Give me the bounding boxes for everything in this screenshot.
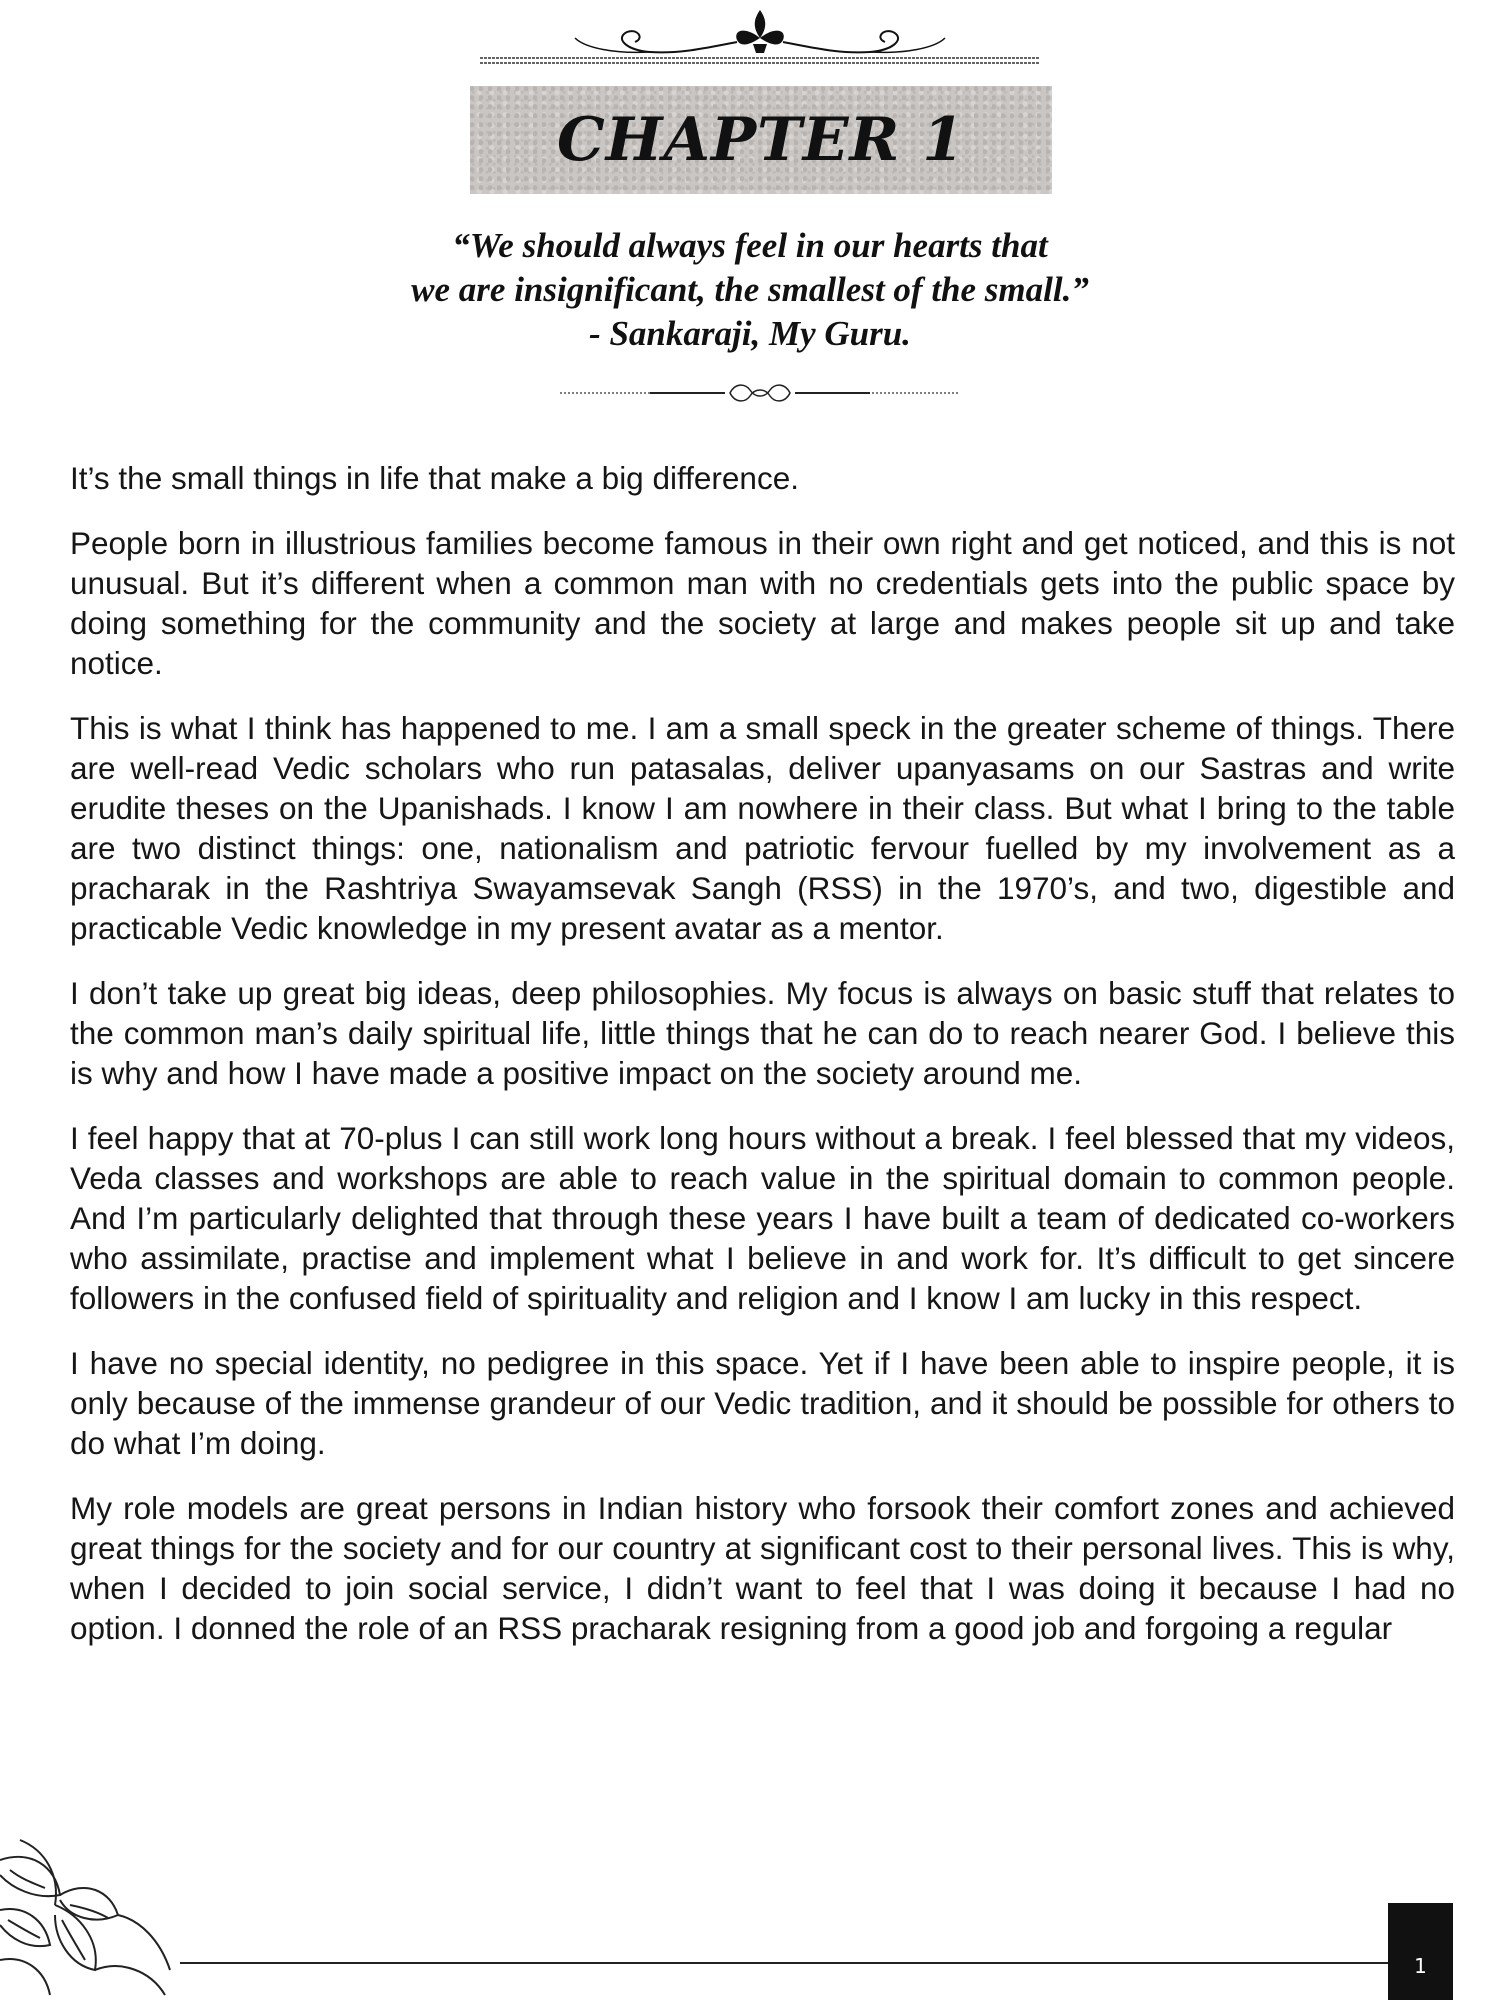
epigraph-line-2: we are insignificant, the smallest of the small.” — [411, 270, 1089, 309]
paragraph: My role models are great persons in Indian history who forsook their comfort zones and achieved great things for the society and for our country at significant cost to their personal lives. This is why, when I decided to join social service, I didn’t want to feel that I was doing it because I had no option. I donned the role of an RSS pracharak resigning from a good job and forgoing a regular — [70, 1490, 1455, 1646]
paragraph: It’s the small things in life that make a big difference. — [70, 460, 799, 496]
footer-rule — [180, 1962, 1390, 1964]
epigraph-attribution: - Sankaraji, My Guru. — [589, 314, 911, 353]
paragraph: I don’t take up great big ideas, deep philosophies. My focus is always on basic stuff that relates to the common man’s daily spiritual life, little things that he can do to reach nearer God. I believe this is why and how I have made a positive impact on the society around me. — [70, 975, 1455, 1091]
paragraph: This is what I think has happened to me. I am a small speck in the greater scheme of things. There are well-read Vedic scholars who run patasalas, deliver upanyasams on our Sastras and write erudite theses on the Upanishads. I know I am nowhere in their class. But what I bring to the table are two distinct things: one, nationalism and patriotic fervour fuelled by my involvement as a pracharak in the Rashtriya Swayamsevak Sangh (RSS) in the 1970’s, and two, digestible and practicable Vedic knowledge in my present avatar as a mentor. — [70, 710, 1455, 946]
epigraph — [160, 224, 1340, 356]
floral-corner-ornament — [0, 1820, 190, 2000]
chapter-body — [70, 458, 1455, 1648]
paragraph: People born in illustrious families become famous in their own right and get noticed, and this is not unusual. But it’s different when a common man with no credentials gets into the public space by doing something for the community and the society at large and makes people sit up and take notice. — [70, 525, 1455, 681]
paragraph: I have no special identity, no pedigree in this space. Yet if I have been able to inspire people, it is only because of the immense grandeur of our Vedic tradition, and it should be possible for others to do what I’m doing. — [70, 1345, 1455, 1461]
scroll-divider-ornament — [560, 378, 960, 408]
page-number-box — [1388, 1903, 1453, 2000]
paragraph: I feel happy that at 70-plus I can still work long hours without a break. I feel blessed that my videos, Veda classes and workshops are able to reach value in the spiritual domain to common people. And I’m particularly delighted that through these years I have built a team of dedicated co-workers who assimilate, practise and implement what I believe in and work for. It’s difficult to get sincere followers in the confused field of spirituality and religion and I know I am lucky in this respect. — [70, 1120, 1455, 1316]
chapter-title: CHAPTER 1 — [557, 105, 965, 175]
fleur-de-lis-ornament — [475, 8, 1045, 68]
epigraph-line-1: “We should always feel in our hearts that — [452, 226, 1048, 265]
page-number: 1 — [1414, 1954, 1427, 1978]
chapter-heading-box — [470, 86, 1052, 194]
